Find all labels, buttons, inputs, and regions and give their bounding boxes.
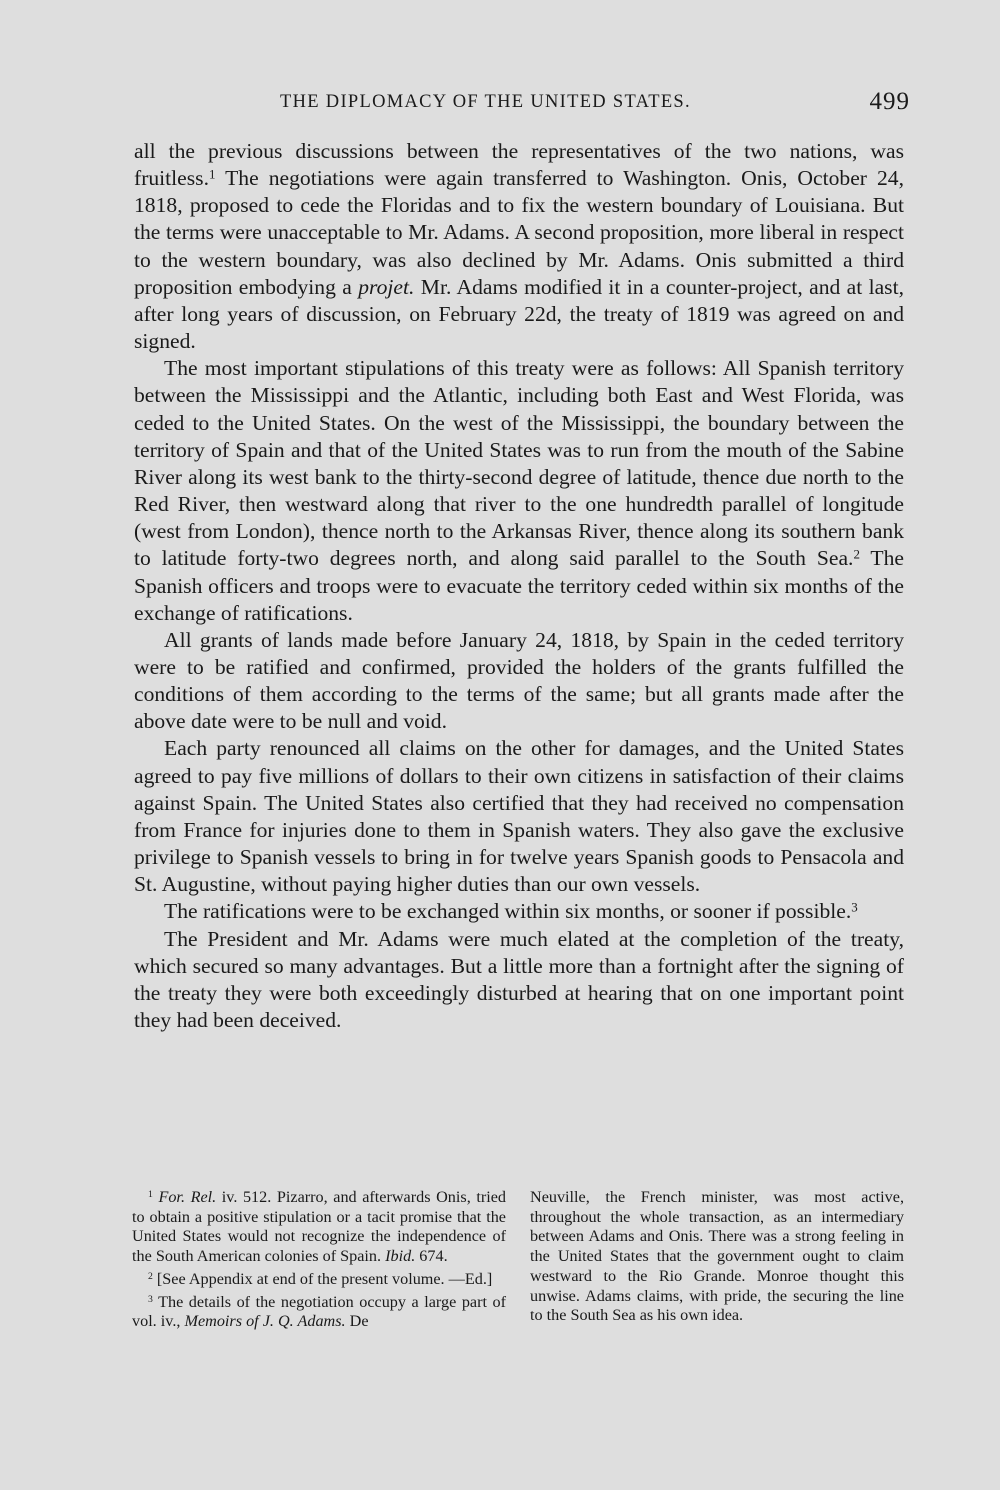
footnotes-left-column	[132, 1188, 506, 1335]
footnote	[132, 1188, 506, 1267]
footnotes-right-column	[530, 1188, 904, 1335]
text-run: De	[345, 1312, 369, 1331]
body-paragraph	[134, 926, 904, 1035]
text-run: All grants of lands made before January 24, 1818, by Spain in the ceded territory were to be ratified and confirmed, provided the holders of the grants fulfilled the conditions of them according to the terms of the same; but all grants made after the above date were to be null and void.	[134, 627, 904, 734]
italic-text: Ibid.	[385, 1247, 416, 1266]
footnote	[132, 1270, 506, 1290]
body-paragraph	[134, 898, 904, 925]
running-head-title: THE DIPLOMACY OF THE UNITED STATES.	[280, 92, 691, 112]
body-paragraph	[134, 355, 904, 627]
text-run: Each party renounced all claims on the other for damages, and the United States agreed to pay five millions of dollars to their own citizens in satisfaction of their claims against Spain. The United States also certified that they had received no compensation from France for injuries done to them in Spanish waters. They also gave the exclusive privilege to Spanish vessels to bring in for twelve years Spanish goods to Pensacola and St. Augustine, without paying higher duties than our own vessels.	[134, 736, 904, 897]
italic-text: Memoirs of J. Q. Adams.	[184, 1312, 346, 1331]
footnote-marker: 2	[853, 546, 860, 562]
text-run: The negotiations were again transferred to Washington. Onis, October 24, 1818, proposed to cede the Floridas and to fix the western boundary of Louisiana. But the terms were unacceptable to Mr. Adams. A second proposition, more liberal in respect to the western boundary, was also declined by Mr. Adams. Onis submitted a third proposition embodying a	[134, 166, 904, 299]
text-run: 674.	[415, 1247, 448, 1266]
text-run: Mr. Adams modified it in a counter-project, and at last, after long years of discussion, on February 22d, the treaty of 1819 was agreed on and signed.	[134, 274, 904, 354]
italic-text: projet.	[358, 274, 415, 299]
footnote	[530, 1188, 904, 1326]
footnote	[132, 1293, 506, 1332]
footnotes	[132, 1188, 904, 1335]
running-head	[140, 88, 910, 122]
footnote-marker: 1	[208, 166, 216, 182]
italic-text: For. Rel.	[158, 1188, 217, 1206]
text-run: [See Appendix at end of the present volume. —Ed.]	[152, 1269, 493, 1288]
body-text	[134, 138, 904, 1034]
body-paragraph	[134, 627, 904, 736]
footnote-marker: 2	[148, 1270, 153, 1282]
body-paragraph	[134, 735, 904, 898]
text-run: The President and Mr. Adams were much elated at the completion of the treaty, which secured so many advantages. But a little more than a fortnight after the signing of the treaty they were both exceedingly disturbed at hearing that on one important point they had been deceived.	[134, 926, 904, 1032]
text-run: iv. 512. Pizarro, and afterwards Onis, tried to obtain a positive stipulation or a tacit promise that the United States would not recognize the independence of the South American colonies of Spain.	[132, 1188, 506, 1266]
text-run: The ratifications were to be exchanged within six months, or sooner if possible.	[164, 899, 852, 924]
footnote-marker: 3	[148, 1293, 153, 1305]
text-run: The Spanish officers and troops were to evacuate the territory ceded within six months of the exchange of ratifications.	[134, 546, 904, 625]
text-run: all the previous discussions between the representatives of the two nations, was fruitless.	[134, 139, 904, 191]
footnote-marker: 3	[851, 899, 858, 915]
text-run: The details of the negotiation occupy a large part of vol. iv.,	[132, 1292, 506, 1331]
body-paragraph	[134, 138, 904, 355]
page-number: 499	[869, 88, 910, 115]
footnote-marker: 1	[148, 1189, 153, 1201]
text-run: The most important stipulations of this treaty were as follows: All Spanish territory between the Mississippi and the Atlantic, including both East and West Florida, was ceded to the United States. On the west of the Mississippi, the boundary between the territory of Spain and that of the United States was to run from the mouth of the Sabine River along its west bank to the thirty-second degree of latitude, thence due north to the Red River, then westward along that river to the one hundredth parallel of longitude (west from London), thence north to the Arkansas River, thence along its southern bank to latitude forty-two degrees north, and along said parallel to the South Sea.	[134, 356, 904, 571]
text-run: Neuville, the French minister, was most active, throughout the whole transaction, as an intermediary between Adams and Onis. There was a strong feeling in the United States that the government ought to claim westward to the Rio Grande. Monroe thought this unwise. Adams claims, with pride, the securing the line to the South Sea as his own idea.	[530, 1188, 904, 1325]
